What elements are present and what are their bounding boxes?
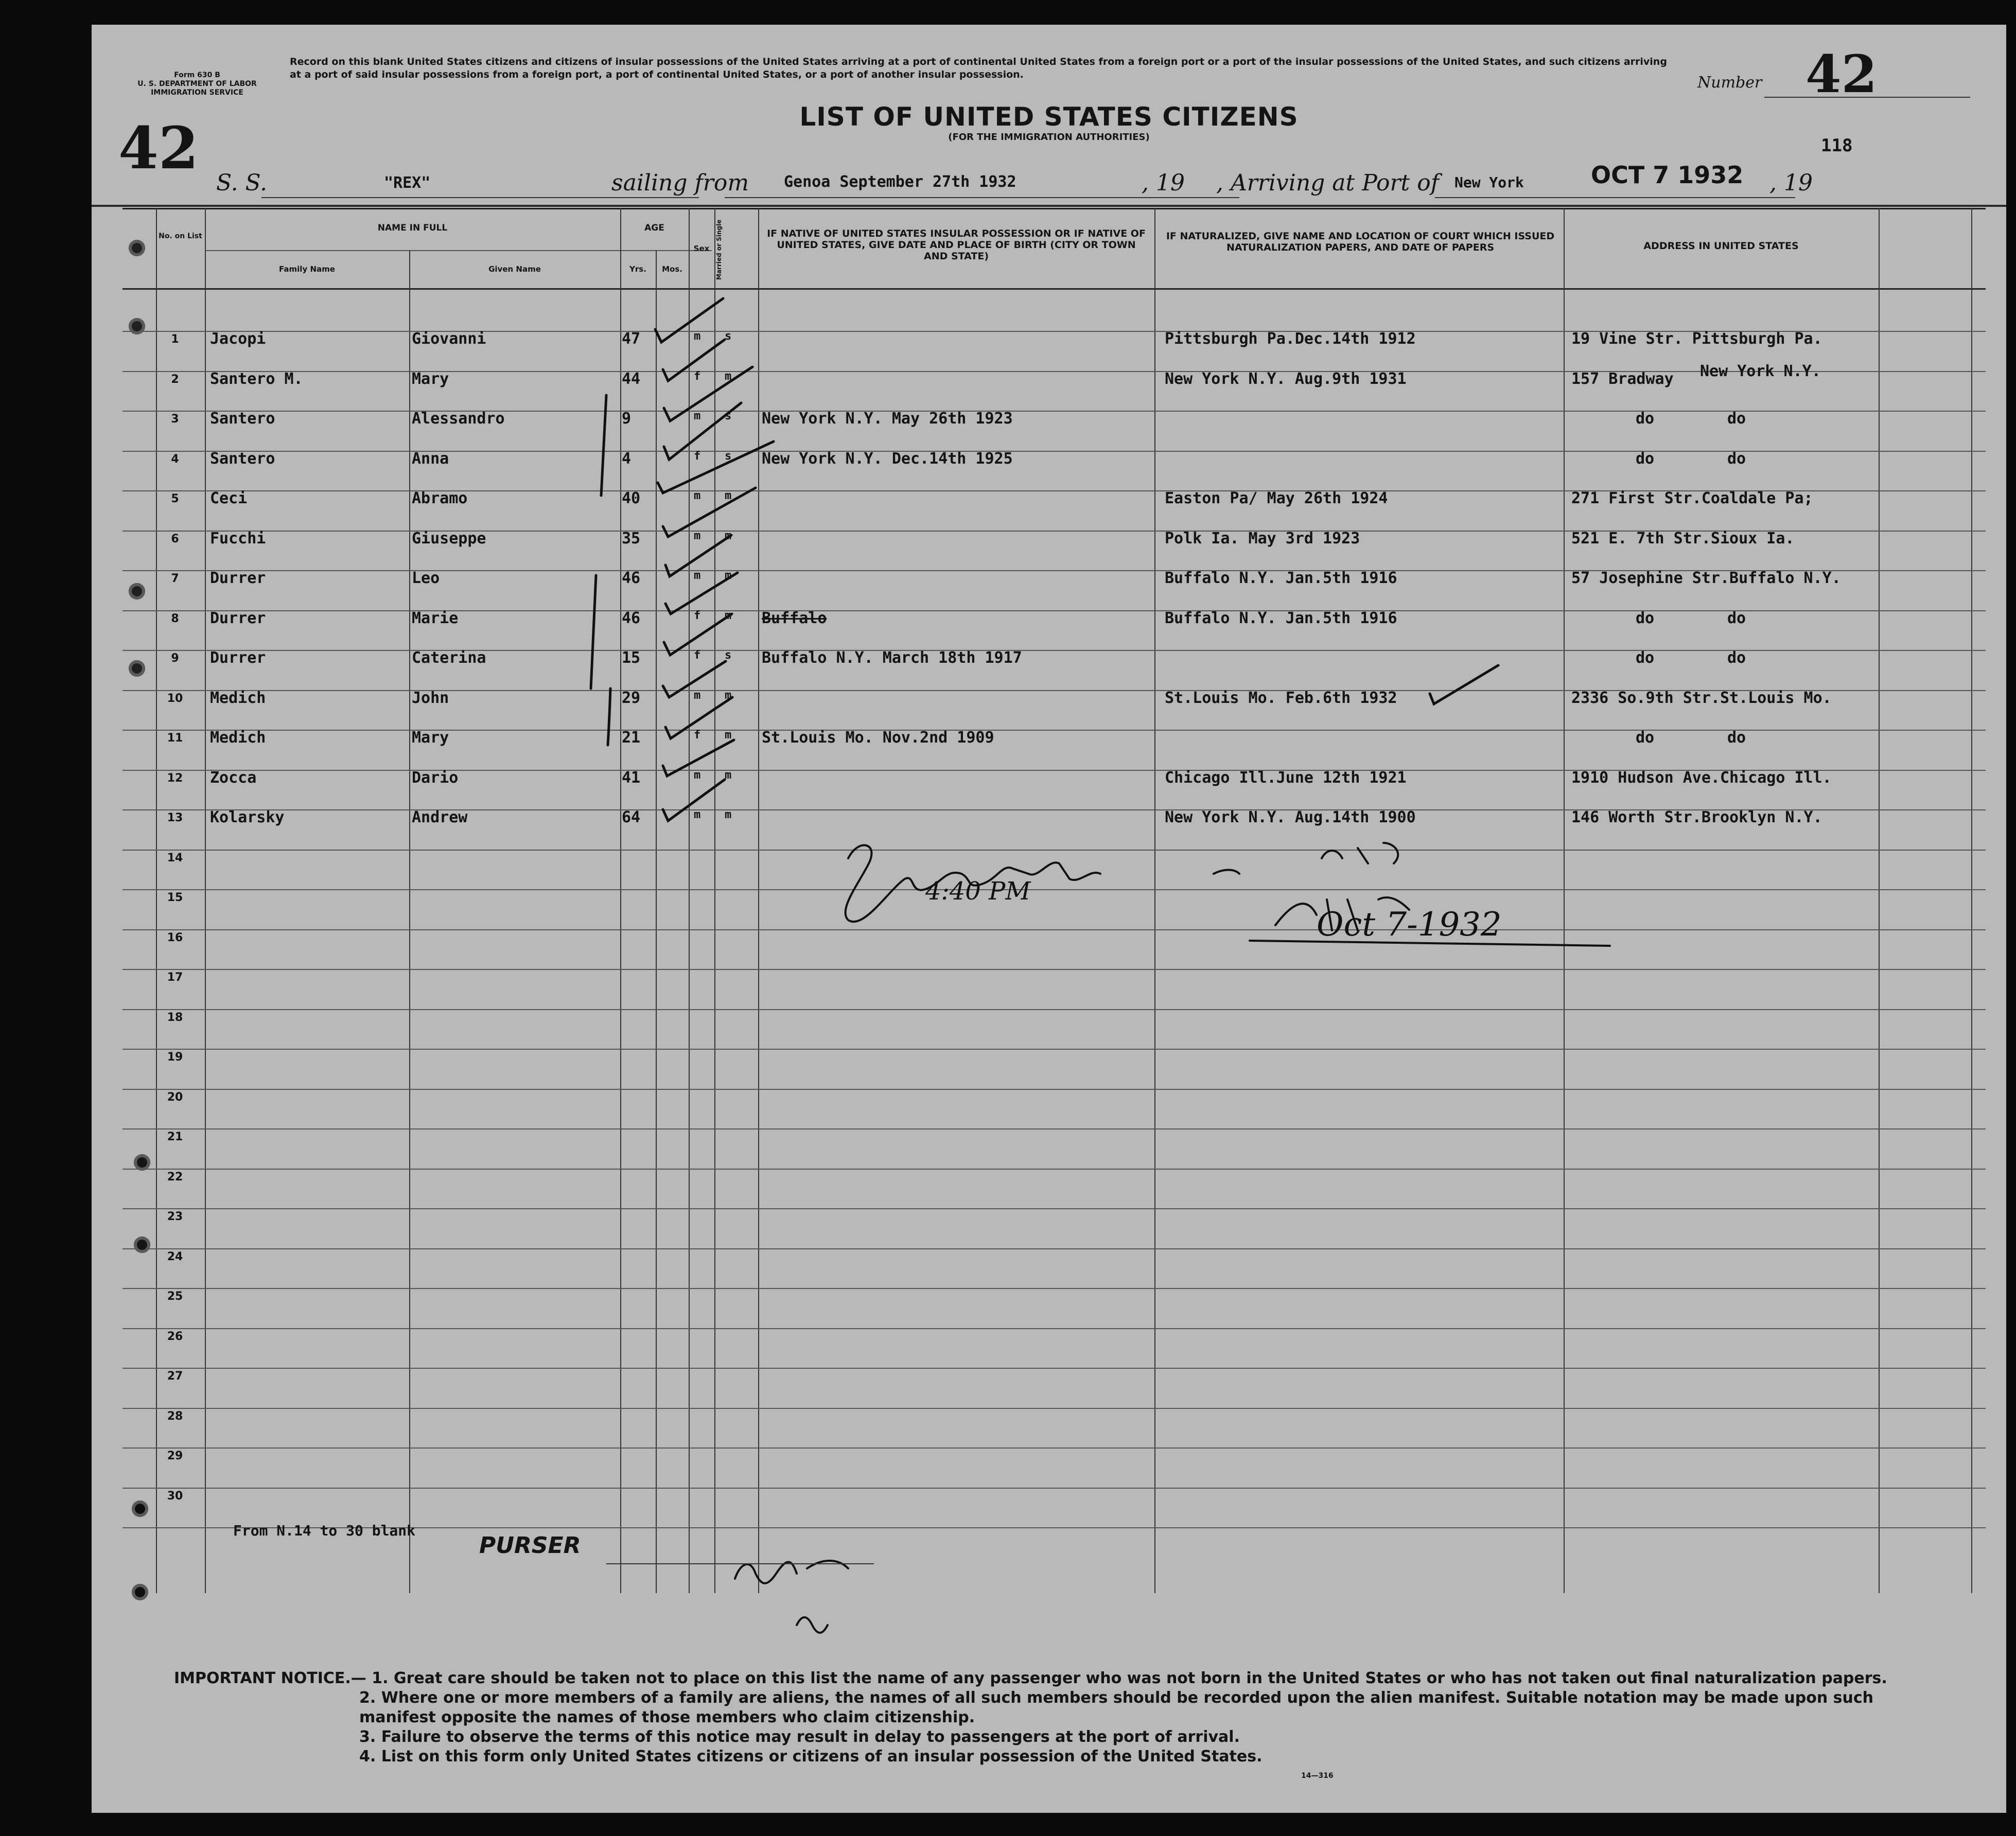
cell-birth: Buffalo N.Y. March 18th 1917 [762,649,1022,667]
cell-family: Santero [210,410,275,428]
list-number-left: 42 [118,115,199,182]
col-header-no: No. on List [159,232,202,240]
cell-court: Buffalo N.Y. Jan.5th 1916 [1165,609,1397,627]
cell-sex: f [694,649,701,662]
cell-ms: m [725,489,732,502]
important-notice [174,1669,1924,1767]
sailing-from: Genoa September 27th 1932 [784,173,1016,191]
cell-family: Santero [210,449,275,468]
cell-age: 41 [622,768,641,787]
cell-birth: Buffalo [762,609,827,627]
cell-age: 29 [622,688,641,707]
cell-no: 4 [171,452,179,466]
blank-row-number: 17 [167,971,183,984]
print-code: 14—316 [1301,1772,1334,1780]
cell-given: Dario [412,768,459,787]
cell-ms: s [725,449,732,463]
arrival-date-stamp: OCT 7 1932 [1591,161,1744,189]
cell-family: Jacopi [210,330,266,348]
cell-family: Santero M. [210,369,303,388]
cell-sex: m [694,330,701,343]
blank-row-number: 27 [167,1370,183,1383]
cell-birth: St.Louis Mo. Nov.2nd 1909 [762,729,994,747]
cell-addr1: 1910 Hudson Ave.Chicago Ill. [1571,768,1832,787]
cell-addr1: do [1636,729,1655,747]
col-header-mos: Mos. [662,264,682,274]
cell-no: 2 [171,373,179,386]
blank-row-number: 23 [167,1210,183,1223]
col-header-age: AGE [644,223,664,233]
blank-rows-note: From N.14 to 30 blank [233,1522,416,1539]
blank-row-number: 16 [167,931,183,944]
cell-ms: m [725,369,732,383]
cell-addr1: 521 E. 7th Str.Sioux Ia. [1571,529,1795,548]
cell-addr2: do [1727,729,1746,747]
cell-court: Pittsburgh Pa.Dec.14th 1912 [1165,330,1416,348]
col-header-married: Married or Single [715,219,723,280]
cell-given: Andrew [412,808,468,826]
list-number-right: 42 [1805,44,1878,104]
cell-family: Medich [210,729,266,747]
cell-given: Giovanni [412,330,486,348]
cell-addr1: 2336 So.9th Str.St.Louis Mo. [1571,688,1832,707]
cell-family: Kolarsky [210,808,285,826]
cell-ms: m [725,688,732,702]
cell-sex: m [694,808,701,821]
cell-court: Easton Pa/ May 26th 1924 [1165,489,1388,507]
cell-sex: f [694,729,701,742]
cell-birth: New York N.Y. May 26th 1923 [762,410,1013,428]
sailing-label: sailing from [611,170,749,196]
cell-birth: New York N.Y. Dec.14th 1925 [762,449,1013,468]
handwritten-signature [735,843,1610,1633]
arriving-label: , Arriving at Port of [1216,170,1439,196]
col-header-naturalized: IF NATURALIZED, GIVE NAME AND LOCATION OF COURT WHICH ISSUED NATURALIZATION PAPERS, AND DATE OF PAPERS [1166,231,1555,253]
cell-sex: m [694,569,701,582]
cell-age: 40 [622,489,641,507]
notice-item: 1. Great care should be taken not to place on this list the name of any passenger who was not born in the United States or who has not taken out final naturalization papers. [372,1669,1887,1687]
blank-row-number: 28 [167,1409,183,1423]
cell-age: 35 [622,529,641,548]
form-info-line: Form 630 B [174,71,220,79]
notice-heading: IMPORTANT NOTICE.— [174,1669,366,1687]
ship-name: "REX" [384,174,431,192]
form-info-line: U. S. DEPARTMENT OF LABOR [137,80,257,88]
blank-row-number: 30 [167,1489,183,1503]
cell-family: Durrer [210,609,266,627]
cell-age: 9 [622,410,632,428]
cell-sex: f [694,609,701,622]
blank-row-number: 14 [167,851,183,864]
notice-item: 4. List on this form only United States citizens or citizens of an insular possession of the United States. [359,1747,1263,1766]
cell-ms: m [725,529,732,542]
cell-given: Mary [412,369,449,388]
col-header-yrs: Yrs. [629,264,646,274]
cell-addr1: 157 Bradway [1571,369,1674,388]
cell-ms: s [725,330,732,343]
page-ref: 118 [1821,135,1853,156]
cell-family: Durrer [210,649,266,667]
cell-ms: s [725,649,732,662]
cell-addr2: New York N.Y. [1700,362,1821,380]
blank-row-number: 26 [167,1330,183,1343]
cell-age: 47 [622,330,641,348]
cell-age: 46 [622,569,641,587]
cell-addr1: do [1636,410,1655,428]
cell-addr1: do [1636,609,1655,627]
blank-row-number: 25 [167,1290,183,1303]
cell-ms: m [725,569,732,582]
purser-label: PURSER [479,1532,581,1559]
cell-family: Ceci [210,489,248,507]
ss-label: S. S. [216,170,268,196]
cell-addr1: 19 Vine Str. Pittsburgh Pa. [1571,330,1822,348]
blank-row-number: 18 [167,1011,183,1024]
cell-given: Alessandro [412,410,505,428]
blank-row-number: 24 [167,1250,183,1263]
cell-sex: m [694,410,701,422]
cell-court: Polk Ia. May 3rd 1923 [1165,529,1360,548]
blank-row-number: 21 [167,1131,183,1143]
date-handwriting: Oct 7-1932 [1317,906,1502,944]
cell-addr1: do [1636,449,1655,468]
cell-addr1: 271 First Str.Coaldale Pa; [1571,489,1813,507]
cell-ms: m [725,609,732,622]
cell-no: 1 [171,333,179,346]
blank-row-number: 22 [167,1170,183,1184]
col-header-given: Given Name [488,264,541,274]
cell-no: 3 [171,413,179,426]
cell-no: 8 [171,612,179,625]
cell-addr2: do [1727,410,1746,428]
cell-no: 11 [167,732,183,745]
cell-addr2: do [1727,609,1746,627]
cell-given: John [412,688,449,707]
notice-item: 2. Where one or more members of a family are aliens, the names of all such members should be recorded upon the alien manifest. Suitable notation may be made upon such manifest opposite the names of those members who claim citizenship. [359,1689,1874,1726]
cell-court: St.Louis Mo. Feb.6th 1932 [1165,688,1397,707]
arrival-port: New York [1454,174,1524,191]
year-label-2: , 19 [1769,170,1813,196]
cell-family: Durrer [210,569,266,587]
notice-item: 3. Failure to observe the terms of this notice may result in delay to passengers at the port of arrival. [359,1728,1240,1746]
cell-sex: m [694,529,701,542]
timestamp-handwriting: 4:40 PM [925,877,1031,906]
cell-given: Anna [412,449,449,468]
cell-sex: m [694,489,701,502]
col-header-sex: Sex [693,244,710,253]
page-subtitle: (FOR THE IMMIGRATION AUTHORITIES) [948,132,1150,143]
blank-row-number: 15 [167,891,183,904]
cell-given: Leo [412,569,440,587]
blank-row-number: 19 [167,1051,183,1064]
col-header-family: Family Name [279,264,335,274]
cell-given: Marie [412,609,459,627]
form-info-line: IMMIGRATION SERVICE [151,89,243,97]
year-label-1: , 19 [1142,170,1185,196]
cell-age: 21 [622,729,641,747]
cell-ms: m [725,729,732,742]
cell-no: 13 [167,811,183,824]
col-header-address: ADDRESS IN UNITED STATES [1643,240,1799,252]
blank-row-number: 20 [167,1090,183,1104]
cell-no: 7 [171,572,179,585]
cell-addr1: do [1636,649,1655,667]
cell-given: Caterina [412,649,486,667]
cell-ms: m [725,808,732,821]
cell-age: 4 [622,449,632,468]
cell-court: Buffalo N.Y. Jan.5th 1916 [1165,569,1397,587]
cell-given: Mary [412,729,449,747]
blank-row-number: 29 [167,1450,183,1462]
cell-addr1: 57 Josephine Str.Buffalo N.Y. [1571,569,1841,587]
cell-no: 12 [167,771,183,785]
cell-age: 44 [622,369,641,388]
check-marks [591,298,1498,821]
handwriting-overlay [92,25,2006,1813]
number-label: Number [1697,74,1762,92]
page-title: LIST OF UNITED STATES CITIZENS [799,102,1299,132]
cell-given: Giuseppe [412,529,486,548]
col-header-name: NAME IN FULL [377,223,448,233]
cell-sex: m [694,768,701,782]
cell-given: Abramo [412,489,468,507]
cell-court: Chicago Ill.June 12th 1921 [1165,768,1407,787]
cell-ms: s [725,410,732,422]
cell-sex: m [694,688,701,702]
cell-addr1: 146 Worth Str.Brooklyn N.Y. [1571,808,1822,826]
cell-addr2: do [1727,649,1746,667]
cell-no: 5 [171,492,179,505]
manifest-sheet [92,25,2006,1813]
cell-family: Fucchi [210,529,266,548]
purser-signature-line [606,1563,874,1564]
cell-addr2: do [1727,449,1746,468]
cell-ms: m [725,768,732,782]
cell-family: Zocca [210,768,257,787]
cell-family: Medich [210,688,266,707]
cell-sex: f [694,369,701,383]
cell-sex: f [694,449,701,463]
preamble: Record on this blank United States citizens and citizens of insular possessions of the United States arriving at a port of continental United States from a foreign port or a port of the insular possessions of the United States, and such citizens arriving at a port of said insular possessions from a foreign port, a port of continental United States, or a port of another insular possession. [290,56,1667,80]
cell-age: 15 [622,649,641,667]
col-header-insular: IF NATIVE OF UNITED STATES INSULAR POSSESSION OR IF NATIVE OF UNITED STATES, GIVE DATE AND PLACE OF BIRTH (CITY OR TOWN AND STATE) [767,228,1146,262]
cell-no: 9 [171,652,179,665]
cell-no: 6 [171,532,179,545]
cell-court: New York N.Y. Aug.14th 1900 [1165,808,1416,826]
cell-age: 64 [622,808,641,826]
cell-no: 10 [167,692,183,705]
cell-court: New York N.Y. Aug.9th 1931 [1165,369,1407,388]
cell-age: 46 [622,609,641,627]
